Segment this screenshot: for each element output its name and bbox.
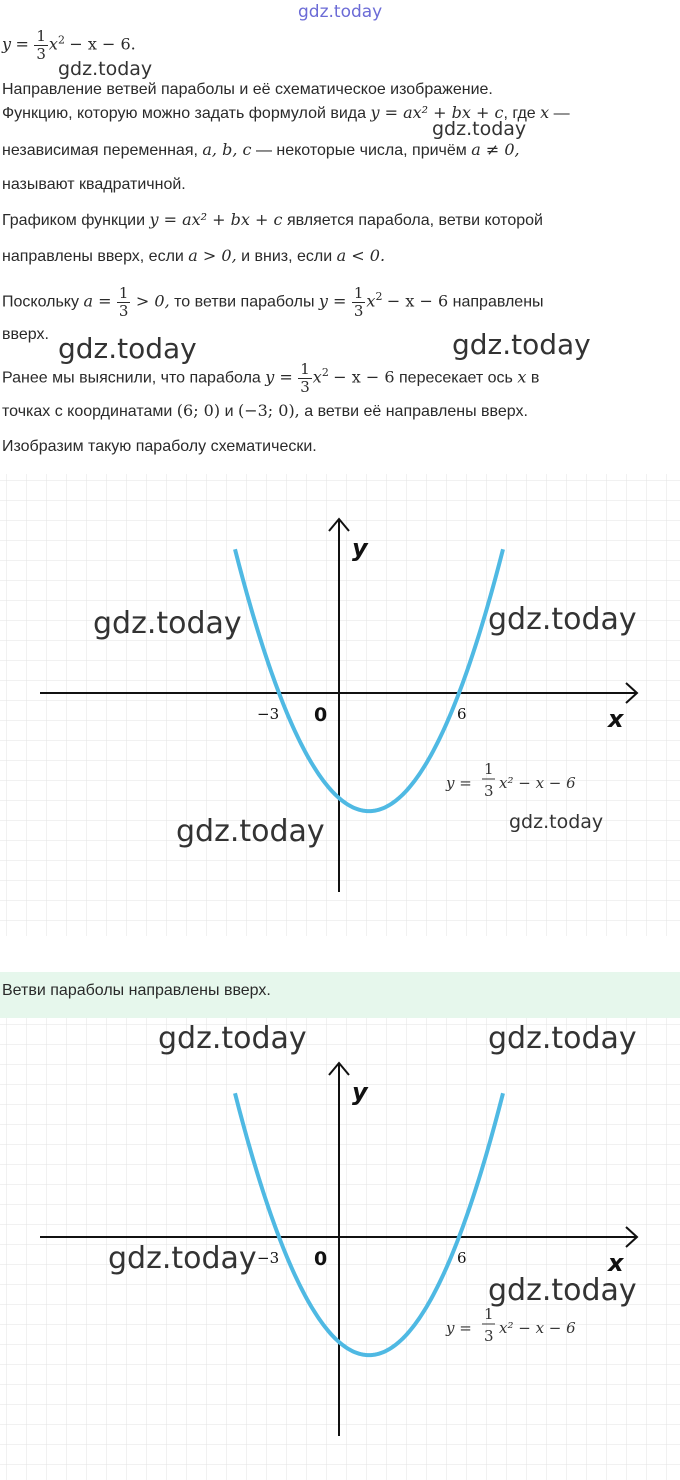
tick-label-neg3: −3 <box>257 1249 280 1267</box>
x-axis-label: x <box>608 1249 624 1277</box>
y-axis-label: y <box>352 1078 368 1106</box>
svg-text:x² − x − 6: x² − x − 6 <box>499 1319 576 1337</box>
y-axis-label: y <box>352 534 368 562</box>
watermark: gdz.today <box>452 328 591 361</box>
header-watermark: gdz.today <box>298 2 383 22</box>
parabola-graph-answer <box>0 1018 680 1480</box>
watermark: gdz.today <box>488 1021 637 1056</box>
watermark: gdz.today <box>488 1273 637 1308</box>
watermark: gdz.today <box>58 58 153 80</box>
svg-text:3: 3 <box>484 782 494 800</box>
paragraph-line: Ранее мы выяснили, что парабола y = $\frac{1}{3}$ $x^2 - x - 6$ пересекает ось x в <box>2 359 540 396</box>
svg-text:3: 3 <box>484 1327 494 1345</box>
svg-text:y =: y = <box>446 774 472 792</box>
watermark: gdz.today <box>158 1021 307 1056</box>
section-heading: Направление ветвей параболы и её схематическое изображение. <box>2 81 493 98</box>
tick-label-6: 6 <box>457 1249 467 1267</box>
paragraph-line: вверх. <box>2 326 49 343</box>
paragraph-line: направлены вверх, если a > 0, и вниз, если a < 0. <box>2 246 386 265</box>
paragraph-line: Поскольку a = $\frac{1}{3}$ > 0, то ветви параболы y = $\frac{1}{3}$ $x^2 - x - 6$ направлены <box>2 283 544 320</box>
paragraph-line: Графиком функции y = ax² + bx + c является парабола, ветви которой <box>2 210 543 229</box>
tick-label-6: 6 <box>457 705 467 723</box>
paragraph-line: независимая переменная, a, b, c — некоторые числа, причём a ≠ 0, <box>2 140 520 159</box>
svg-text:y =: y = <box>446 1319 472 1337</box>
watermark: gdz.today <box>108 1241 257 1276</box>
paragraph-line: точках с координатами (6; 0) и (−3; 0), а ветви её направлены вверх. <box>2 401 528 420</box>
x-axis-label: x <box>608 705 624 733</box>
tick-label-neg3: −3 <box>257 705 280 723</box>
paragraph-line: Изобразим такую параболу схематически. <box>2 438 317 455</box>
paragraph-line: называют квадратичной. <box>2 176 186 193</box>
svg-text:1: 1 <box>484 760 494 778</box>
watermark: gdz.today <box>58 332 197 365</box>
watermark: gdz.today <box>176 814 325 849</box>
origin-label: 0 <box>314 704 328 726</box>
origin-label: 0 <box>314 1248 328 1270</box>
task-formula: y = $\frac{1}{3}$ $x^2 - x - 6$. <box>2 27 136 63</box>
paragraph-line: Функцию, которую можно задать формулой вида y = ax² + bx + c, где x — <box>2 103 570 122</box>
fraction: $\frac{1}{3}$ <box>36 27 46 63</box>
svg-text:x² − x − 6: x² − x − 6 <box>499 774 576 792</box>
answer-text: Ветви параболы направлены вверх. <box>2 982 271 999</box>
svg-text:1: 1 <box>484 1305 494 1323</box>
watermark: gdz.today <box>488 602 637 637</box>
watermark: gdz.today <box>432 118 527 140</box>
watermark: gdz.today <box>509 811 604 833</box>
parabola-graph <box>0 474 680 936</box>
watermark: gdz.today <box>93 606 242 641</box>
